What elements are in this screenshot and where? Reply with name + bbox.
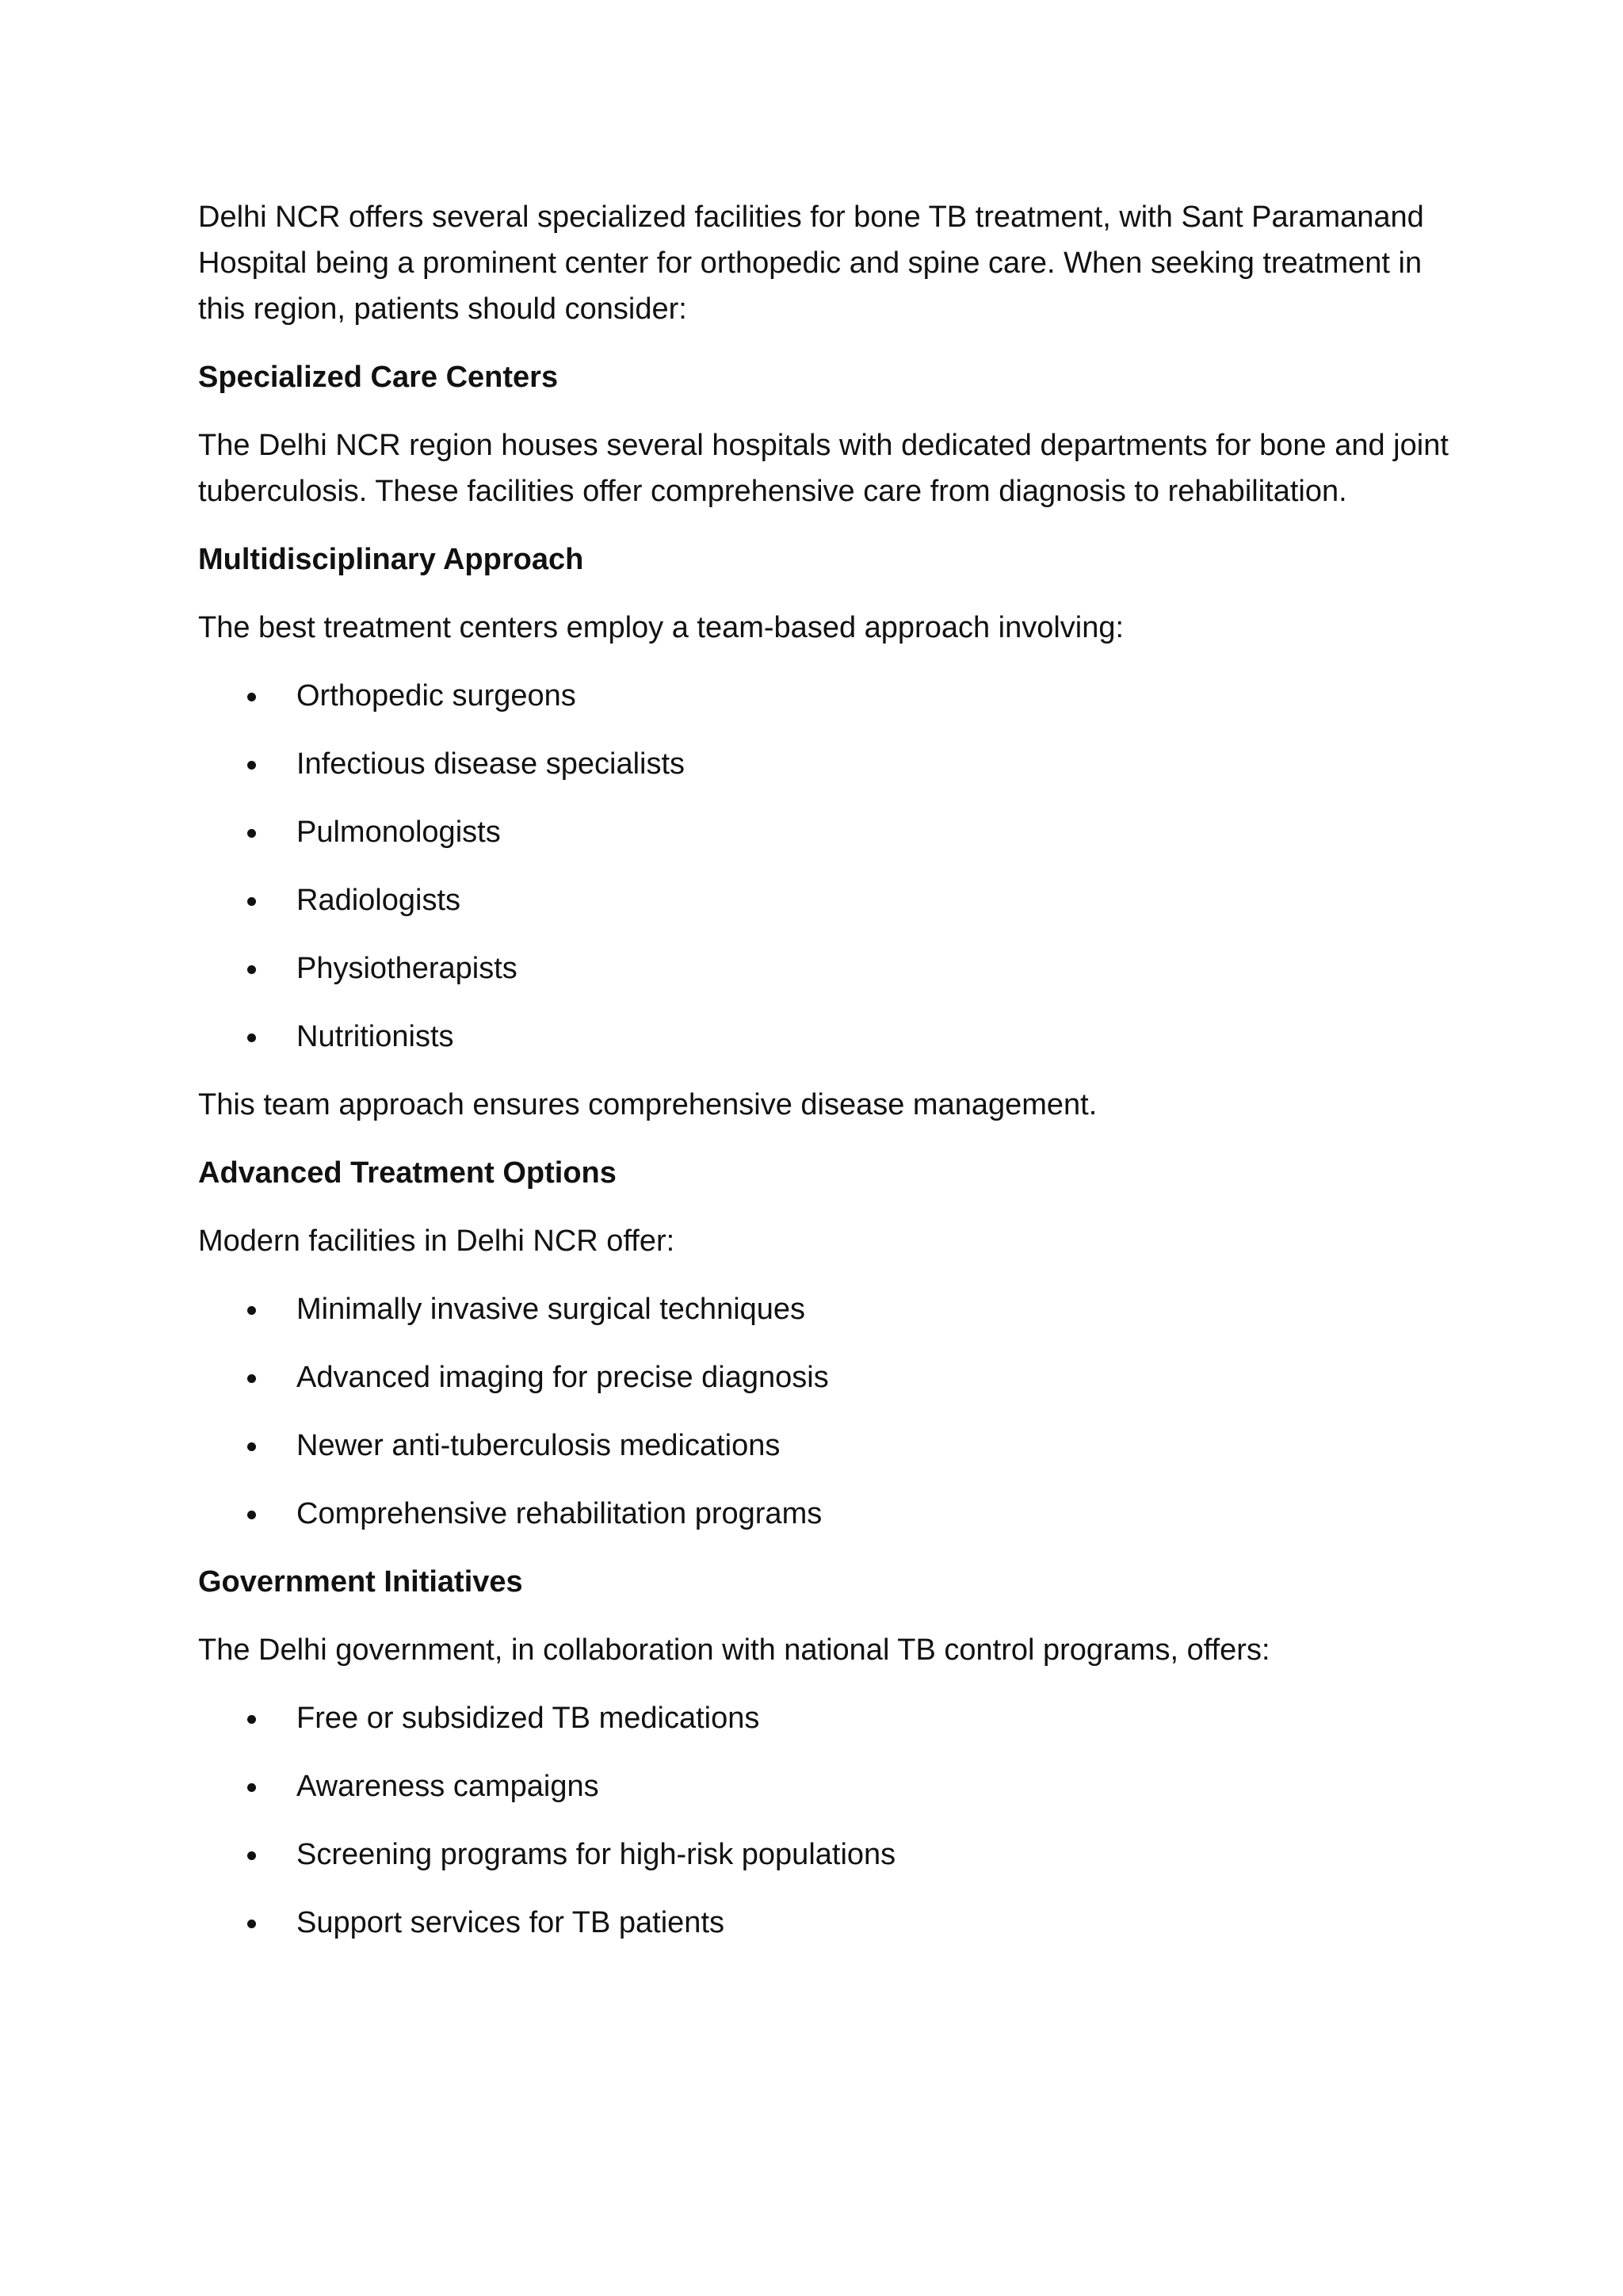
multidisciplinary-intro: The best treatment centers employ a team-based approach involving: xyxy=(198,611,1125,644)
government-intro: The Delhi government, in collaboration with national TB control programs, offers: xyxy=(198,1633,1270,1667)
list-item-text: Comprehensive rehabilitation programs xyxy=(296,1497,823,1530)
list-item-text: Nutritionists xyxy=(296,1020,454,1053)
bullet-icon xyxy=(247,1442,256,1451)
list-item xyxy=(198,1832,1450,1878)
list-item-text: Pulmonologists xyxy=(296,816,501,849)
bullet-icon xyxy=(247,761,256,770)
list-item-text: Awareness campaigns xyxy=(296,1770,599,1803)
list-item-text: Radiologists xyxy=(296,884,460,917)
multidisciplinary-outro: This team approach ensures comprehensive disease management. xyxy=(198,1088,1098,1121)
list-item xyxy=(198,1900,1450,1946)
bullet-icon xyxy=(247,1920,256,1928)
bullet-icon xyxy=(247,1851,256,1860)
bullet-icon xyxy=(247,1783,256,1792)
specialist-list xyxy=(198,673,1450,1060)
list-item xyxy=(198,1695,1450,1741)
list-item-text: Infectious disease specialists xyxy=(296,747,685,781)
government-initiatives-list xyxy=(198,1695,1450,1946)
advanced-options-list xyxy=(198,1286,1450,1537)
list-item xyxy=(198,1423,1450,1469)
specialized-care-paragraph: The Delhi NCR region houses several hospitals with dedicated departments for bone and joint tuberculosis. These facilities offer comprehensive care from diagnosis to rehabilitation. xyxy=(198,429,1449,508)
advanced-intro: Modern facilities in Delhi NCR offer: xyxy=(198,1224,675,1258)
bullet-icon xyxy=(247,1511,256,1519)
heading-government-initiatives: Government Initiatives xyxy=(198,1565,523,1599)
bullet-icon xyxy=(247,897,256,906)
list-item-text: Minimally invasive surgical techniques xyxy=(296,1293,806,1326)
list-item-text: Support services for TB patients xyxy=(296,1906,724,1939)
bullet-icon xyxy=(247,965,256,974)
bullet-icon xyxy=(247,1033,256,1042)
bullet-icon xyxy=(247,693,256,701)
heading-multidisciplinary-approach: Multidisciplinary Approach xyxy=(198,543,584,576)
list-item xyxy=(198,1014,1450,1060)
list-item xyxy=(198,946,1450,991)
list-item-text: Orthopedic surgeons xyxy=(296,679,576,712)
list-item xyxy=(198,673,1450,719)
bullet-icon xyxy=(247,1374,256,1383)
list-item xyxy=(198,741,1450,787)
bullet-icon xyxy=(247,829,256,838)
heading-specialized-care-centers: Specialized Care Centers xyxy=(198,361,559,394)
list-item xyxy=(198,1286,1450,1332)
bullet-icon xyxy=(247,1306,256,1315)
list-item xyxy=(198,809,1450,855)
list-item-text: Newer anti-tuberculosis medications xyxy=(296,1429,781,1462)
list-item-text: Advanced imaging for precise diagnosis xyxy=(296,1361,829,1394)
list-item-text: Physiotherapists xyxy=(296,952,517,985)
bullet-icon xyxy=(247,1715,256,1724)
list-item xyxy=(198,877,1450,923)
list-item xyxy=(198,1354,1450,1400)
list-item-text: Free or subsidized TB medications xyxy=(296,1702,760,1735)
document-page xyxy=(198,194,1450,1968)
heading-advanced-treatment-options: Advanced Treatment Options xyxy=(198,1156,617,1190)
intro-paragraph: Delhi NCR offers several specialized facilities for bone TB treatment, with Sant Paramanand Hospital being a prominent center for orthopedic and spine care. When seeking treatment in this region, patients should consider: xyxy=(198,201,1424,326)
list-item-text: Screening programs for high-risk populations xyxy=(296,1838,896,1871)
list-item xyxy=(198,1491,1450,1537)
list-item xyxy=(198,1763,1450,1809)
